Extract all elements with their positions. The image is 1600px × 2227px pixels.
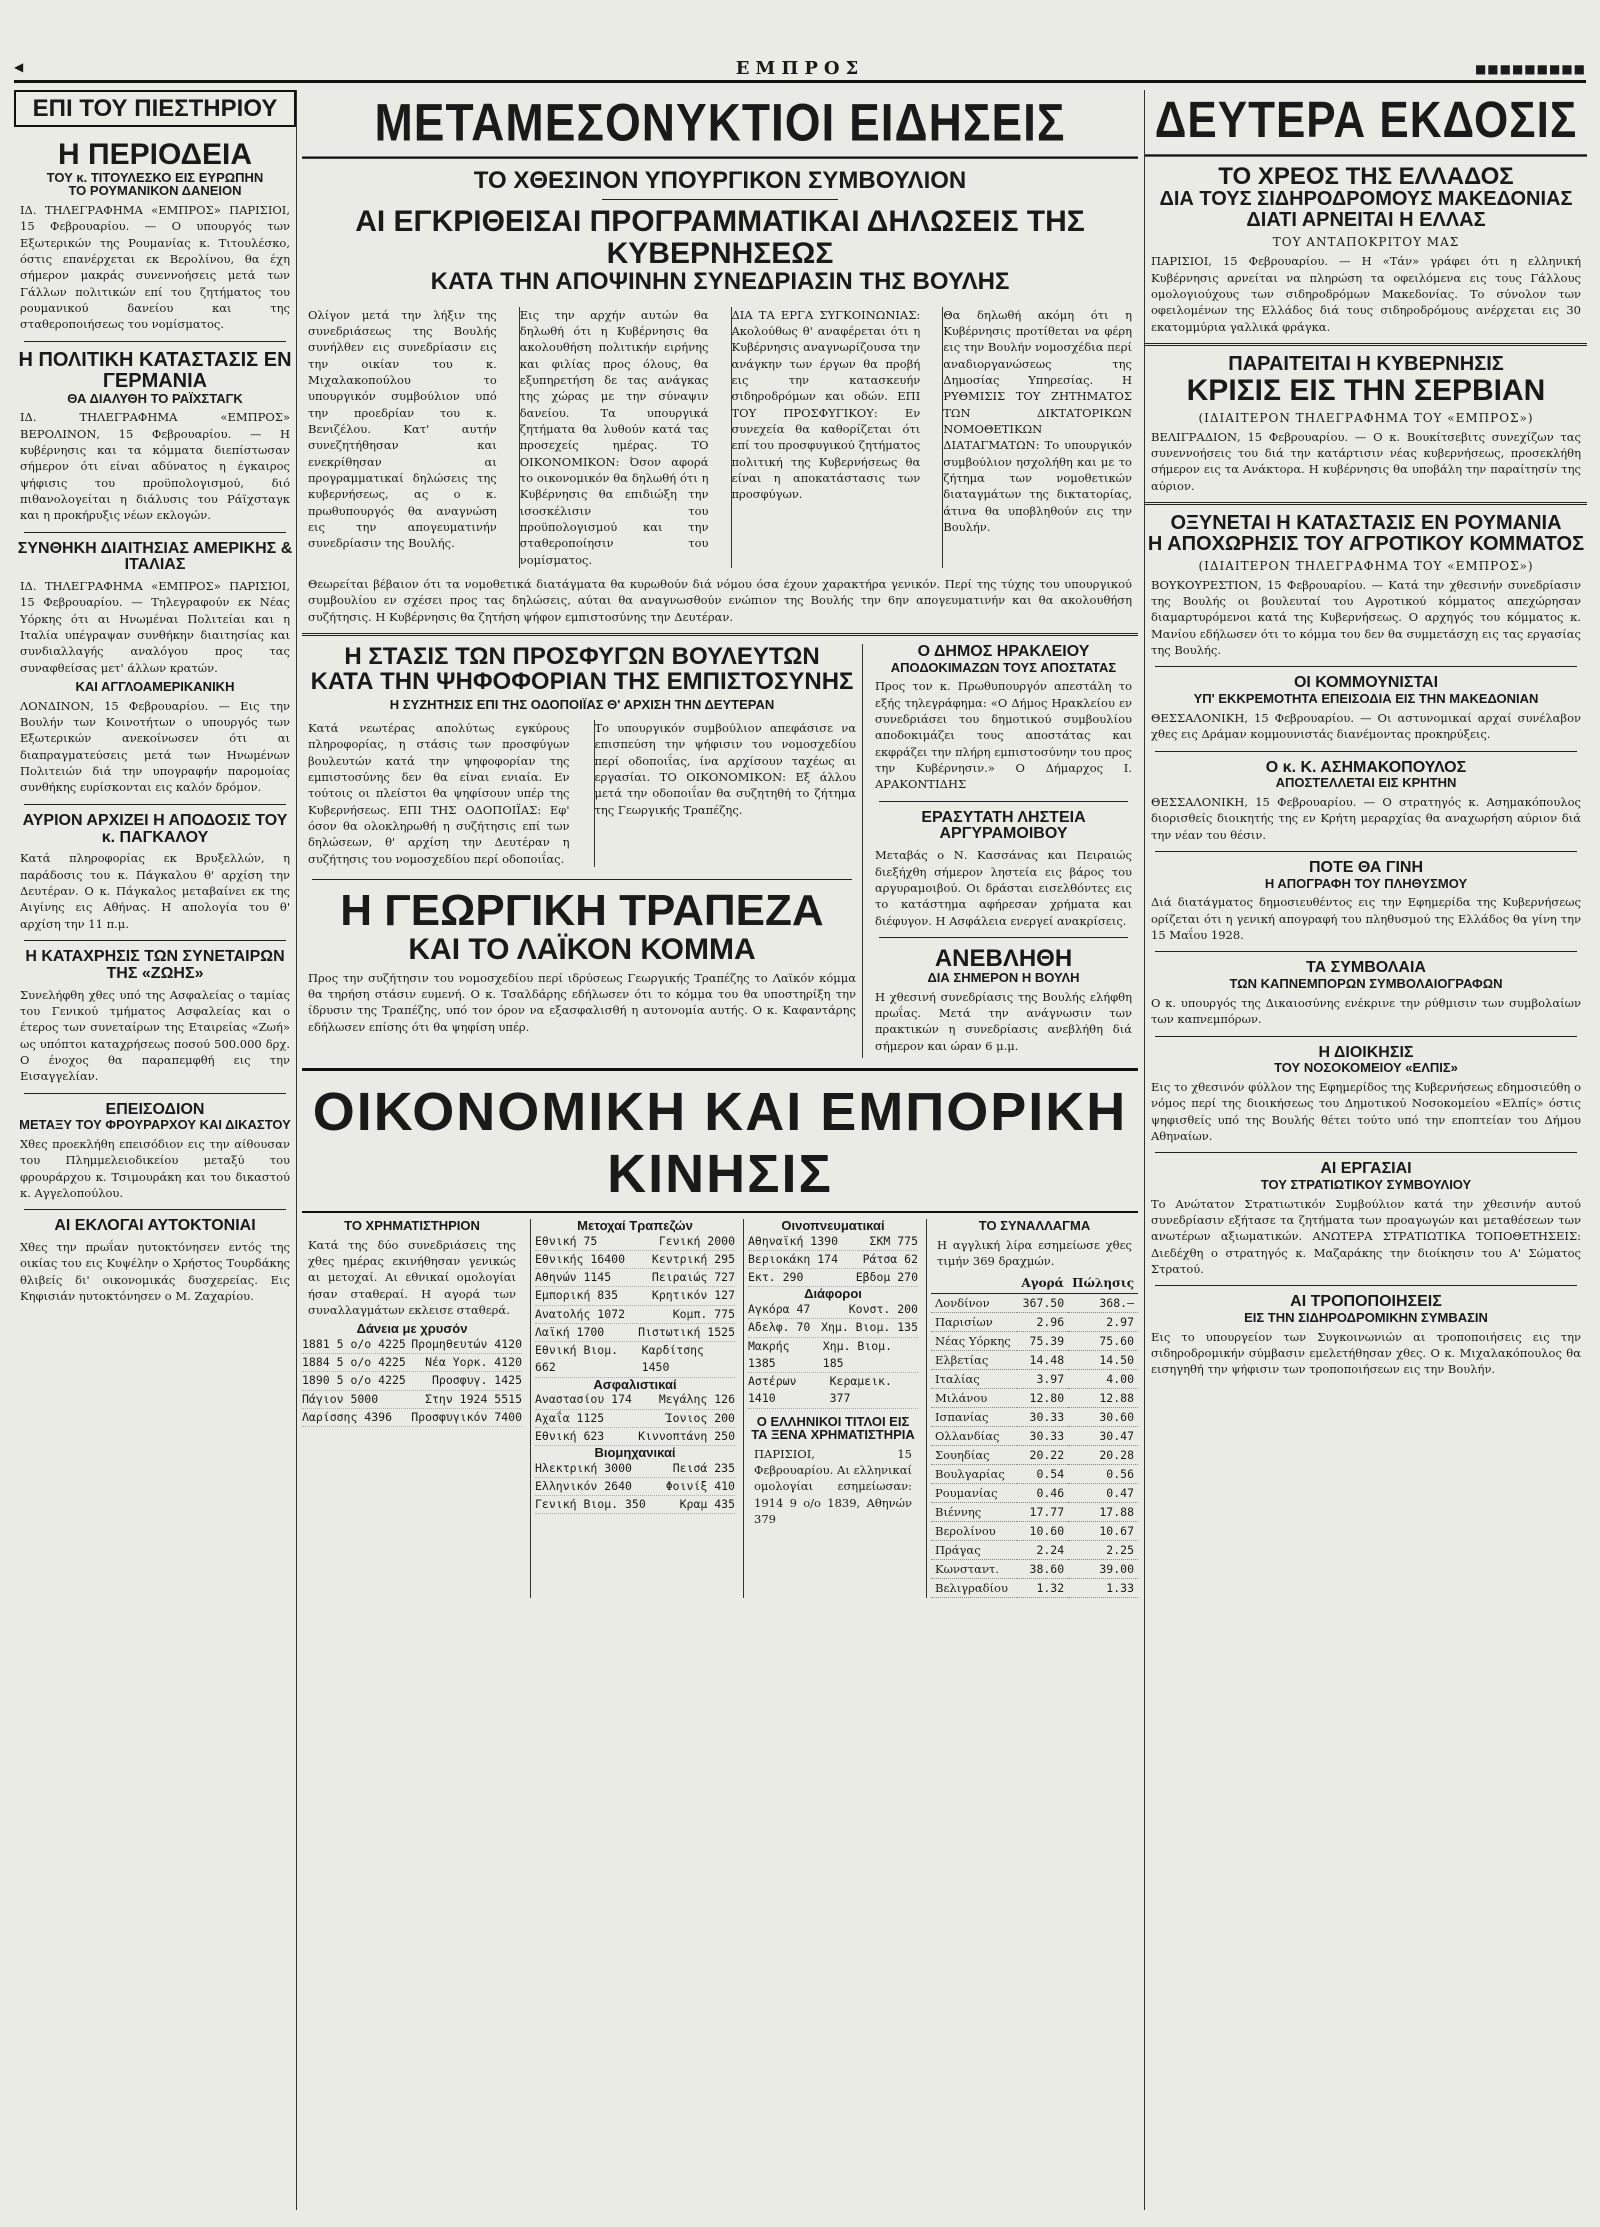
section-title: ΤΟ ΧΡΗΜΑΤΙΣΤΗΡΙΟΝ [344,1218,480,1234]
article-title: ΟΙ ΚΟΜΜΟΥΝΙΣΤΑΙ [1293,674,1439,692]
table-cell: Ολλανδίας [931,1427,1017,1446]
divider [24,1209,286,1210]
table-cell: Κωνσταντ. [931,1560,1017,1579]
table-row [931,1408,1138,1427]
bond-item: 1884 5 ο/ο 4225 [302,1355,406,1370]
table-cell: 2.97 [1068,1313,1138,1332]
quote-row [535,1324,735,1342]
bond-row [302,1336,522,1354]
article-body: ΙΔ. ΤΗΛΕΓΡΑΦΗΜΑ «ΕΜΠΡΟΣ» ΠΑΡΙΣΙΟΙ, 15 Φεβρουαρίου. — Τηλεγραφούν εκ Νέας Υόρκης ότι αι Ηνωμέναι Πολιτείαι και η Ιταλία υπέγραψαν συνθήκην διαιτησίας και συνδιαλλαγής αναλόγου προς τας συναφθείσας μετ' άλλων κρατών. [20,579,290,675]
section-title: Ασφαλιστικαί [593,1376,677,1392]
quote-item: Αχαΐα 1125 [535,1410,605,1425]
table-cell: 0.46 [1017,1484,1068,1503]
table-cell: 14.50 [1068,1351,1138,1370]
table-row [931,1579,1138,1598]
article-subtitle: ΑΠΟΔΟΚΙΜΑΖΩΝ ΤΟΥΣ ΑΠΟΣΤΑΤΑΣ [890,659,1117,675]
table-row [931,1332,1138,1351]
article-title: ΑΥΡΙΟΝ ΑΡΧΙΖΕΙ Η ΑΠΟΔΟΣΙΣ ΤΟΥ κ. ΠΑΓΚΑΛΟΥ [22,811,288,846]
right-column [1144,90,1587,2210]
divider [1145,502,1587,505]
table-row [931,1389,1138,1408]
quote-item: Κραμ 435 [679,1497,735,1512]
article-title: ΤΟ ΧΡΕΟΣ ΤΗΣ ΕΛΛΑΔΟΣ [1218,163,1514,191]
table-row [931,1427,1138,1446]
article-title: Η ΠΕΡΙΟΔΕΙΑ [57,138,253,172]
quote-item: ΣΚΜ 775 [869,1233,918,1248]
article-subtitle: ΤΟ ΡΟΥΜΑΝΙΚΟΝ ΔΑΝΕΙΟΝ [68,183,242,199]
quote-item: Ελληνικόν 2640 [535,1478,632,1493]
section-title: Μετοχαί Τραπεζών [577,1218,693,1234]
table-cell: 2.25 [1068,1541,1138,1560]
quote-list [535,1460,735,1515]
table-cell: Νέας Υόρκης [931,1332,1017,1351]
table-row [931,1522,1138,1541]
column-header [931,1273,1017,1294]
article-body: Το υπουργικόν συμβούλιον απεφάσισε να επισπεύση την ψήφισιν του νομοσχεδίου περί οδοποιΐας, ίνα αρχίσουν ταχέως αι εργασίαι. ΤΟ ΟΙΚΟΝΟΜΙΚΟΝ: Εξ άλλου μετά την οδοποιΐαν θα συζητηθή το ζήτημα της Γεωργικής Τραπέζης. [594,720,857,867]
quote-list [748,1233,918,1288]
article-title: Η ΚΑΤΑΧΡΗΣΙΣ ΤΩΝ ΣΥΝΕΤΑΙΡΩΝ ΤΗΣ «ΖΩΗΣ» [25,947,285,982]
table-cell: Βιέννης [931,1503,1017,1522]
table-row [931,1294,1138,1313]
quote-row [748,1251,918,1269]
divider [602,199,838,200]
article-subtitle: (ΙΔΙΑΙΤΕΡΟΝ ΤΗΛΕΓΡΑΦΗΜΑ ΤΟΥ «ΕΜΠΡΟΣ») [1198,410,1534,425]
article-body: Η χθεσινή συνεδρίασις της Βουλής ελήφθη πρωΐας. Μετά την ανάγνωσιν των πρακτικών η συνεδρίασις ανεβλήθη διά σήμερον και ώραν 6 μ.μ. [875,989,1132,1053]
table-cell: 0.56 [1068,1465,1138,1484]
quote-item: Κεντρική 295 [651,1251,735,1266]
table-cell: Λονδίνον [931,1294,1017,1313]
article-title: ΠΑΡΑΙΤΕΙΤΑΙ Η ΚΥΒΕΡΝΗΣΙΣ [1228,353,1504,376]
quote-item: Κρητικόν 127 [651,1288,735,1303]
fx-block [926,1219,1138,1598]
article-body: ΠΑΡΙΣΙΟΙ, 15 Φεβρουαρίου. — Η «Τάν» γράφει ότι η ελληνική Κυβέρνησις αρνείται να πληρώση τα οφειλόμενα εις τους Γάλλους ομολογιούχους των σιδηροδρόμων Μακεδονίας. Το σύνολον των οφειλομένων της Ελλάδος διά τους σιδηροδρόμους ανέρχεται εις 30 εκατομμύρια γαλλικά φράγκα. [1151,254,1581,334]
divider [24,940,286,941]
table-cell: 20.22 [1017,1446,1068,1465]
table-cell: 39.00 [1068,1560,1138,1579]
quote-item: Εθνική 75 [535,1233,598,1248]
bond-row [302,1372,522,1390]
quote-row [748,1269,918,1287]
masthead-mark: ◀ [14,60,24,74]
quote-row [748,1338,918,1374]
mid-right [862,644,1138,1058]
exchange-table [931,1273,1138,1598]
article-title: Ο κ. Κ. ΑΣΗΜΑΚΟΠΟΥΛΟΣ [1265,758,1467,776]
quote-item: Κεραμεικ. 377 [829,1374,892,1406]
quote-item: Μακρής 1385 [748,1338,790,1370]
table-cell: Ισπανίας [931,1408,1017,1427]
article-body: Θεωρείται βέβαιον ότι τα νομοθετικά διατάγματα θα κυρωθούν διά νόμου όσα έχουν χαρακτήρα γενικόν. Περί της τύχης του υπουργικού συμβουλίου εν σχέσει προς τας δηλώσεις, αύται θα αναγνωσθούν ενώπιον της Βουλής την 6ην απογευματινήν και θα ακολουθήση συζήτησις. Η Κυβέρνησις θα ζητήση ψήφον εμπιστοσύνης την Δευτέραν. [308,576,1132,624]
divider [1155,751,1577,752]
table-cell: 17.88 [1068,1503,1138,1522]
table-cell: 2.96 [1017,1313,1068,1332]
table-cell: 12.80 [1017,1389,1068,1408]
article-title: ΕΠΕΙΣΟΔΙΟΝ [105,1100,205,1118]
bond-row [302,1391,522,1409]
article-body: ΘΕΣΣΑΛΟΝΙΚΗ, 15 Φεβρουαρίου. — Οι αστυνομικαί αρχαί συνέλαβον χθες εις Δράμαν κομμουνιστάς διανέμοντας προκηρύξεις. [1151,710,1581,742]
quotes-block-1 [530,1219,735,1598]
table-cell: Μιλάνου [931,1389,1017,1408]
table-row [931,1503,1138,1522]
article-columns [302,716,862,871]
article-subtitle: ΤΩΝ ΚΑΠΝΕΜΠΟΡΩΝ ΣΥΜΒΟΛΑΙΟΓΡΑΦΩΝ [1229,976,1503,992]
finance-section [302,1219,1138,1598]
table-cell: 0.47 [1068,1484,1138,1503]
table-row [931,1465,1138,1484]
bourse-block [302,1219,522,1598]
bond-item: Νέα Υορκ. 4120 [425,1355,522,1370]
banner-headline: ΜΕΤΑΜΕΣΟΝΥΚΤΙΟΙ ΕΙΔΗΣΕΙΣ [302,90,1138,159]
bond-quotes [302,1336,522,1427]
quote-row [535,1287,735,1305]
mid-section [302,644,1138,1058]
article-subtitle: ΥΠ' ΕΚΚΡΕΜΟΤΗΤΑ ΕΠΕΙΣΟΔΙΑ ΕΙΣ ΤΗΝ ΜΑΚΕΔΟΝΙΑΝ [1193,691,1539,707]
bond-item: Προσφυγ. 1425 [431,1373,522,1388]
article-body: Χθες προεκλήθη επεισόδιον εις την αίθουσαν του Πλημμελειοδικείου μεταξύ του φρουράρχου κ. Τσιμουράκη και του δικαστού κ. Αγγελοπούλου. [20,1136,290,1200]
quotes-block-2 [743,1219,918,1598]
article-body: Εις το χθεσινόν φύλλον της Εφημερίδος της Κυβερνήσεως εδημοσιεύθη ο νόμος περί της διοικήσεως του Δημοτικού Νοσοκομείου «Ελπίς» όστις ψηφισθείς υπό της Βουλής θέτει τούτο υπό την εποπτείαν του Δήμου Αθηναίων. [1151,1079,1581,1143]
article-body: ΠΑΡΙΣΙΟΙ, 15 Φεβρουαρίου. Αι ελληνικαί ομολογίαι εσημείωσαν: 1914 9 ο/ο 1839, Αθηνών 379 [754,1446,912,1527]
quote-row [748,1301,918,1319]
article-subtitle: ΤΟΥ ΝΟΣΟΚΟΜΕΙΟΥ «ΕΛΠΙΣ» [1274,1060,1458,1076]
table-cell: 30.33 [1017,1408,1068,1427]
table-cell: 4.00 [1068,1370,1138,1389]
article-title: ΑΙ ΕΚΛΟΓΑΙ ΑΥΤΟΚΤΟΝΙΑΙ [54,1217,256,1235]
table-cell: Παρισίων [931,1313,1017,1332]
article-subtitle: ΜΕΤΑΞΥ ΤΟΥ ΦΡΟΥΡΑΡΧΟΥ ΚΑΙ ΔΙΚΑΣΤΟΥ [19,1117,291,1133]
bond-item: 1881 5 ο/ο 4225 [302,1336,406,1351]
divider [24,804,286,805]
quote-row [535,1306,735,1324]
table-cell: 75.39 [1017,1332,1068,1351]
quote-row [535,1478,735,1496]
table-row [931,1446,1138,1465]
quote-row [535,1410,735,1428]
table-cell: Σουηδίας [931,1446,1017,1465]
table-cell: Ελβετίας [931,1351,1017,1370]
quote-item: Λαϊκή 1700 [535,1324,605,1339]
table-row [931,1370,1138,1389]
article-body: ΘΕΣΣΑΛΟΝΙΚΗ, 15 Φεβρουαρίου. — Ο στρατηγός κ. Ασημακόπουλος διορισθείς διοικητής της εν Κρήτη μεραρχίας θα αναχωρήση αύριον διά την νέαν του θέσιν. [1151,795,1581,842]
mid-left [302,644,862,1058]
article-title: ΠΟΤΕ ΘΑ ΓΙΝΗ [1308,858,1424,876]
article-body: Προς την συζήτησιν του νομοσχεδίου περί ιδρύσεως Γεωργικής Τραπέζης το Λαϊκόν κόμμα θα τηρήση στάσιν ευμενή. Ο κ. Τσαλδάρης εδήλωσεν ότι το κόμμα του θα υποστηρίξη την ίδρυσιν της Τραπέζης, υπό τον όρον να εξασφαλισθή η αυτονομία αυτής. Ο κ. Καφαντάρης εδήλωσεν επίσης ότι θα ψηφίση υπέρ. [308,970,856,1034]
quote-item: Μεγάλης 126 [658,1392,735,1407]
quote-row [535,1269,735,1287]
article-subtitle: Η ΣΥΖΗΤΗΣΙΣ ΕΠΙ ΤΗΣ ΟΔΟΠΟΙΪΑΣ Θ' ΑΡΧΙΣΗ ΤΗΝ ΔΕΥΤΕΡΑΝ [389,697,775,713]
quote-item: Ανατολής 1072 [535,1306,626,1321]
article-title: ΑΙ ΤΡΟΠΟΠΟΙΗΣΕΙΣ [1290,1293,1442,1311]
divider [302,633,1138,636]
article-body: ΙΔ. ΤΗΛΕΓΡΑΦΗΜΑ «ΕΜΠΡΟΣ» ΒΕΡΟΛΙΝΟΝ, 15 Φεβρουαρίου. — Η κυβέρνησις και τα κόμματα διεπίστωσαν σήμερον ότι είναι αδύνατος η έγκαιρος ψήφισις του προϋπολογισμού, διό πιθανολογείται η διάλυσις του Ράϊχσταγκ και η προκήρυξις νέων εκλογών. [20,410,290,523]
table-cell: 30.33 [1017,1427,1068,1446]
quote-item: Κιννοπτάνη 250 [638,1428,735,1443]
divider [1145,343,1587,346]
table-row [931,1484,1138,1503]
banner-headline: ΔΕΥΤΕΡΑ ΕΚΔΟΣΙΣ [1145,90,1587,157]
quote-item: Γενική Βιομ. 350 [535,1497,646,1512]
quote-item: Χημ. Βιομ. 185 [822,1338,893,1370]
quote-row [535,1251,735,1269]
article-body: Διά διατάγματος δημοσιευθέντος εις την Εφημερίδα της Κυβερνήσεως ορίζεται ότι η γενική απογραφή του πληθυσμού της Ελλάδος θα γίνη την 15 Μαΐου 1928. [1151,895,1581,943]
article-body: Θα δηλωθή ακόμη ότι η Κυβέρνησις προτίθεται να φέρη εις την Βουλήν νομοσχέδια περί αναδιοργανώσεως της Δημοσίας Υπηρεσίας. Η ΡΥΘΜΙΣΙΣ ΤΟΥ ΖΗΤΗΜΑΤΟΣ ΤΩΝ ΔΙΚΤΑΤΟΡΙΚΩΝ ΝΟΜΟΘΕΤΙΚΩΝ ΔΙΑΤΑΓΜΑΤΩΝ: Το υπουργικόν συμβούλιον ησχολήθη και με το ζήτημα των νομοθετικών διαταγμάτων της δικτατορίας, άτινα θα υποβληθούν εις την Βουλήν. [942,307,1132,568]
left-column [14,90,297,2210]
article-title: Η ΓΕΩΡΓΙΚΗ ΤΡΑΠΕΖΑ [340,885,824,935]
table-cell: Βελιγραδίου [931,1579,1017,1598]
table-row [931,1313,1138,1332]
table-cell: Βερολίνου [931,1522,1017,1541]
section-title: Δάνεια με χρυσόν [356,1321,468,1337]
table-cell: 30.60 [1068,1408,1138,1427]
article-subtitle: ΤΟΥ κ. ΤΙΤΟΥΛΕΣΚΟ ΕΙΣ ΕΥΡΩΠΗΝ [46,169,264,185]
article-body: Εις το υπουργείον των Συγκοινωνιών αι τροποποιήσεις εις την σιδηροδρομικήν σύμβασιν εμελετήθησαν χθες. Ο κ. Μιχαλακόπουλος θα εισηγηθή την ψήφισιν των τροποποιήσεων εις την Βουλήν. [1151,1329,1581,1377]
section-title: Βιομηχανικαί [594,1445,676,1461]
bond-item: Προσφυγικόν 7400 [411,1409,522,1424]
bond-item: Πάγιον 5000 [302,1391,379,1406]
divider [24,532,286,533]
article-subtitle: ΤΟΥ ΣΤΡΑΤΙΩΤΙΚΟΥ ΣΥΜΒΟΥΛΙΟΥ [1260,1177,1472,1193]
bond-item: Προμηθευτών 4120 [411,1336,522,1351]
article-subtitle: ΘΑ ΔΙΑΛΥΘΗ ΤΟ ΡΑΪΧΣΤΑΓΚ [67,390,243,406]
table-row [931,1541,1138,1560]
divider [1155,1036,1577,1037]
article-title: ΑΙ ΕΡΓΑΣΙΑΙ [1320,1160,1412,1178]
table-cell: 20.28 [1068,1446,1138,1465]
table-cell: Πράγας [931,1541,1017,1560]
article-body: Χθες την πρωΐαν ηυτοκτόνησεν εντός της οικίας του εις Κυψέλην ο Χρήστος Τουρδάκης θλιβείς δι' οικονομικάς δυσχερείας. Εις Κηφισιάν ηυτοκτόνησεν ο Μ. Ζαχαρίου. [20,1240,290,1304]
quote-item: Πεισά 235 [672,1460,735,1475]
article-title: Η ΣΤΑΣΙΣ ΤΩΝ ΠΡΟΣΦΥΓΩΝ ΒΟΥΛΕΥΤΩΝ [344,642,820,670]
column-header: Αγορά [1017,1273,1068,1294]
article-title: Η ΑΠΟΧΩΡΗΣΙΣ ΤΟΥ ΑΓΡΟΤΙΚΟΥ ΚΟΜΜΑΤΟΣ [1147,532,1585,555]
table-cell: 12.88 [1068,1389,1138,1408]
article-body: Εις την αρχήν αυτών θα δηλωθή ότι η Κυβέρνησις θα ακολουθήση πολιτικήν ειρήνης και φιλίας προς όλους, θα εξυπηρετήση δε τας ανάγκας της χώρας με την σύναψιν δανείου. Τα υπουργικά ζητήματα θα λυθούν κατά τας προσεχείς ημέρας. ΤΟ ΟΙΚΟΝΟΜΙΚΟΝ: Όσον αφορά το οικονομικόν θα δηλωθή ότι η Κυβέρνησις θα επιδιώξη την ισοσκέλισιν του προϋπολογισμού και την σταθεροποίησιν του νομίσματος. [519,307,709,567]
article-body: ΒΕΛΙΓΡΑΔΙΟΝ, 15 Φεβρουαρίου. — Ο κ. Βουκίτσεβιτς συνεχίζων τας συνεννοήσεις του διά την κατάρτισιν νέας κυβερνήσεως, προσεκλήθη σήμερον εις τα Ανάκτορα. Η κυβέρνησις θα υποβάλη την παραίτησίν της αύριον. [1151,429,1581,493]
article-title: ΔΙΑΤΙ ΑΡΝΕΙΤΑΙ Η ΕΛΛΑΣ [1246,209,1486,232]
article-title: ΑΝΕΒΛΗΘΗ [934,944,1073,972]
quote-item: Ράτσα 62 [862,1251,918,1266]
quote-row [535,1460,735,1478]
table-cell: 10.67 [1068,1522,1138,1541]
quote-row [535,1233,735,1251]
quote-item: Βεριοκάκη 174 [748,1251,839,1266]
column-header: ΕΠΙ ΤΟΥ ΠΙΕΣΤΗΡΙΟΥ [14,90,296,127]
article-title: ΚΡΙΣΙΣ ΕΙΣ ΤΗΝ ΣΕΡΒΙΑΝ [1186,374,1546,408]
article-body: ΒΟΥΚΟΥΡΕΣΤΙΟΝ, 15 Φεβρουαρίου. — Κατά την χθεσινήν συνεδρίασιν της Βουλής οι βουλευταί του Αγροτικού κόμματος απεχώρησαν διαμαρτυρόμενοι κατά της Κυβερνήσεως. Ο αρχηγός του κόμματος κ. Μανίου εδήλωσεν ότι το κόμμα του δεν θα συμμετάσχη εις τας εργασίας της Βουλής. [1151,577,1581,658]
article-body: Κατά της δύο συνεδριάσεις της χθες ημέρας εκινήθησαν γενικώς αι μετοχαί. Αι εθνικαί ομολογίαι ήσαν σταθεραί. Η αγορά των συναλλαγμάτων εκλεισε σταθερά. [308,1237,516,1317]
article-title: ΚΑΙ ΤΟ ΛΑΪΚΟΝ ΚΟΜΜΑ [408,933,756,967]
article-subtitle: ΕΙΣ ΤΗΝ ΣΙΔΗΡΟΔΡΟΜΙΚΗΝ ΣΥΜΒΑΣΙΝ [1244,1310,1488,1326]
divider [1155,1152,1577,1153]
quote-item: Αναστασίου 174 [535,1392,632,1407]
quote-item: Εκτ. 290 [748,1270,804,1285]
article-body: Η αγγλική λίρα εσημείωσε χθες τιμήν 369 δραχμών. [937,1237,1132,1268]
quote-item: Εθνική Βιομ. 662 [535,1343,619,1375]
article-body: Ολίγον μετά την λήξιν της συνεδριάσεως της Βουλής συνήλθεν εις συνεδρίασιν εις την οικίαν του κ. Μιχαλακοπούλου το υπουργικόν συμβούλιον υπό την προεδρίαν του κ. Βενιζέλου. Κατ' αυτήν συνεζητήθησαν και ενεκρίθησαν αι προγραμματικαί δηλώσεις της κυβερνήσεως, ας ο κ. πρωθυπουργός θα αναγνώση εις την απογευματινήν συνεδρίασιν της Βουλής. [308,307,497,551]
table-cell: 30.47 [1068,1427,1138,1446]
section-title: Διάφοροι [804,1286,862,1302]
bond-item: 1890 5 ο/ο 4225 [302,1373,406,1388]
table-cell: 2.24 [1017,1541,1068,1560]
quote-item: Πειραιώς 727 [651,1270,735,1285]
column-header: Πώλησις [1068,1273,1138,1294]
divider [879,937,1128,938]
quote-row [535,1391,735,1409]
quote-item: Αγκόρα 47 [748,1302,811,1317]
section-title: ΤΟ ΣΥΝΑΛΛΑΓΜΑ [978,1218,1091,1234]
table-cell: 10.60 [1017,1522,1068,1541]
article-title: ΔΙΑ ΤΟΥΣ ΣΙΔΗΡΟΔΡΟΜΟΥΣ ΜΑΚΕΔΟΝΙΑΣ [1159,188,1573,211]
masthead [14,58,1586,83]
quote-row [535,1342,735,1378]
article-body: Ο κ. υπουργός της Δικαιοσύνης ενέκρινε την ρύθμισιν των συμβολαίων των καπνεμπόρων. [1151,995,1581,1027]
quote-item: Κομπ. 775 [672,1306,735,1321]
table-cell: Ιταλίας [931,1370,1017,1389]
quote-row [535,1428,735,1446]
quote-item: Εθνικής 16400 [535,1251,626,1266]
quote-item: Κονστ. 200 [848,1302,918,1317]
quote-row [748,1319,918,1337]
finance-banner: ΟΙΚΟΝΟΜΙΚΗ ΚΑΙ ΕΜΠΟΡΙΚΗ ΚΙΝΗΣΙΣ [302,1068,1138,1213]
table-row [931,1351,1138,1370]
article-title: ΣΥΝΘΗΚΗ ΔΙΑΙΤΗΣΙΑΣ ΑΜΕΡΙΚΗΣ & ΙΤΑΛΙΑΣ [17,539,293,574]
quote-list [748,1301,918,1409]
divider [1155,1285,1577,1286]
quote-item: Αθηνών 1145 [535,1270,612,1285]
article-title: Ο ΔΗΜΟΣ ΗΡΑΚΛΕΙΟΥ [917,642,1090,660]
quote-row [748,1373,918,1409]
quote-row [748,1233,918,1251]
article-subtitle: Η ΑΠΟΓΡΑΦΗ ΤΟΥ ΠΛΗΘΥΣΜΟΥ [1264,875,1468,891]
quote-item: Πιστωτική 1525 [638,1324,735,1339]
masthead-ornament: ■■■■■■■■■ [1474,62,1586,76]
quote-list [535,1391,735,1446]
divider [1155,851,1577,852]
quote-item: Αθηναϊκή 1390 [748,1233,839,1248]
article-subtitle: (ΙΔΙΑΙΤΕΡΟΝ ΤΗΛΕΓΡΑΦΗΜΑ ΤΟΥ «ΕΜΠΡΟΣ») [1198,558,1534,573]
lead-headline-2: ΑΙ ΕΓΚΡΙΘΕΙΣΑΙ ΠΡΟΓΡΑΜΜΑΤΙΚΑΙ ΔΗΛΩΣΕΙΣ ΤΗΣ ΚΥΒΕΡΝΗΣΕΩΣ [355,205,1085,270]
divider [1155,951,1577,952]
newspaper-name: ΕΜΠΡΟΣ [735,58,865,79]
article-title: ΟΞΥΝΕΤΑΙ Η ΚΑΤΑΣΤΑΣΙΣ ΕΝ ΡΟΥΜΑΝΙΑ [1170,511,1562,534]
quote-item: Εβδομ 270 [855,1270,918,1285]
article-subtitle: ΔΙΑ ΣΗΜΕΡΟΝ Η ΒΟΥΛΗ [927,970,1080,986]
quote-item: Ηλεκτρική 3000 [535,1460,632,1475]
lead-article [302,303,1138,572]
table-cell: 1.33 [1068,1579,1138,1598]
table-header-row [931,1273,1138,1294]
article-body: Το Ανώτατον Στρατιωτικόν Συμβούλιον κατά την χθεσινήν αυτού συνεδρίασιν εξήτασε τα ζητήματα των προαγωγών και μεταθέσεων των ανωτέρων αξιωματικών. ΑΝΩΤΕΡΑ ΣΤΡΑΤΙΩΤΙΚΑ ΤΟΠΟΘΕΤΗΣΕΙΣ: Διεδέχθη ο στρατηγός κ. Μαζαράκης την διοίκησιν του Α' Σώματος Στρατού. [1151,1196,1581,1276]
quote-list [535,1233,735,1378]
table-cell: 367.50 [1017,1294,1068,1313]
article-body: ΔΙΑ ΤΑ ΕΡΓΑ ΣΥΓΚΟΙΝΩΝΙΑΣ: Ακολούθως θ' αναφέρεται ότι η Κυβέρνησις αναγνωρίζουσα την ανάγκην των έργων θα προβή εις την κατασκευήν σιδηροδρόμων και οδών. ΕΠΙ ΤΟΥ ΠΡΟΣΦΥΓΙΚΟΥ: Εν συνεχεία θα καθορίζεται ότι επί του προσφυγικού ζητήματος πολιτική της Κυβερνήσεως θα είναι η αποκατάστασις των προσφύγων. [731,307,921,568]
article-body: ΙΔ. ΤΗΛΕΓΡΑΦΗΜΑ «ΕΜΠΡΟΣ» ΠΑΡΙΣΙΟΙ, 15 Φεβρουαρίου. — Ο υπουργός των Εξωτερικών της Ρουμανίας κ. Τιτουλέσκο, όστις επανέρχεται εκ Βερολίνου, θα έχη σήμερον μακράς συνεννοήσεις μετά των Γάλλων πολιτικών επί του ζητήματος του ρουμανικού δανείου και της σταθεροποιήσεως του νομίσματος. [20,202,290,332]
center-section [302,90,1138,2210]
table-cell: 14.48 [1017,1351,1068,1370]
quote-row [535,1496,735,1514]
table-row [931,1560,1138,1579]
section-title: Ο ΕΛΛΗΝΙΚΟΙ ΤΙΤΛΟΙ ΕΙΣ ΤΑ ΞΕΝΑ ΧΡΗΜΑΤΙΣΤΗΡΙΑ [751,1413,915,1443]
article-title: Η ΠΟΛΙΤΙΚΗ ΚΑΤΑΣΤΑΣΙΣ ΕΝ ΓΕΡΜΑΝΙΑ [18,348,292,392]
table-cell: 17.77 [1017,1503,1068,1522]
table-cell: Βουλγαρίας [931,1465,1017,1484]
lead-headline-3: ΚΑΤΑ ΤΗΝ ΑΠΟΨΙΝΗΝ ΣΥΝΕΔΡΙΑΣΙΝ ΤΗΣ ΒΟΥΛΗΣ [430,268,1010,296]
bond-row [302,1409,522,1427]
table-cell: 75.60 [1068,1332,1138,1351]
divider [24,341,286,342]
quote-item: Αστέρων 1410 [748,1374,797,1406]
table-cell: 0.54 [1017,1465,1068,1484]
article-subtitle: ΤΟΥ ΑΝΤΑΠΟΚΡΙΤΟΥ ΜΑΣ [1272,235,1460,250]
section-title: Οινοπνευματικαί [781,1218,885,1234]
quote-item: Χημ. Βιομ. 135 [821,1320,918,1335]
bond-item: Λαρίσσης 4396 [302,1409,393,1424]
article-body: Μεταβάς ο Ν. Κασσάνας και Πειραιώς διεξήχθη σήμερον ληστεία εις βάρος του αργυραμοιβού. Οι δράσται εισελθόντες εις το κατάστημα αφήρεσαν χρήματα και διέφυγον. Η Ασφάλεια ενεργεί ανακρίσεις. [875,848,1132,928]
article-title: ΤΑ ΣΥΜΒΟΛΑΙΑ [1306,959,1426,977]
divider [24,1093,286,1094]
table-cell: 38.60 [1017,1560,1068,1579]
article-subtitle: ΚΑΙ ΑΓΓΛΟΑΜΕΡΙΚΑΝΙΚΗ [75,679,235,695]
article-body: Κατά πληροφορίας εκ Βρυξελλών, η παράδοσις του κ. Πάγκαλου θ' αρχίση την Δευτέραν. Ο κ. Πάγκαλος μεταβαίνει εκ της Αιγίνης εις Αθήνας. Η απολογία του θ' αρχίση την 11 π.μ. [20,851,290,931]
lead-headline: ΤΟ ΧΘΕΣΙΝΟΝ ΥΠΟΥΡΓΙΚΟΝ ΣΥΜΒΟΥΛΙΟΝ [473,167,967,195]
article-body: ΛΟΝΔΙΝΟΝ, 15 Φεβρουαρίου. — Εις την Βουλήν των Κοινοτήτων ο υπουργός των Εξωτερικών ανεκοίνωσεν ότι αι διαπραγματεύσεις μετά των Ηνωμένων Πολιτειών διά την υπογραφήν παρομοίας συνθήκης ευρίσκονται εις καλόν δρόμον. [20,698,290,795]
quote-item: Εμπορική 835 [535,1288,619,1303]
table-cell: 3.97 [1017,1370,1068,1389]
bond-item: Στην 1924 5515 [425,1391,522,1406]
article-body: Προς τον κ. Πρωθυπουργόν απεστάλη το εξής τηλεγράφημα: «Ο Δήμος Ηρακλείου εν συνεδριάσει του δημοτικού συμβουλίου αποδοκιμάζει τους αποστάτας και εκφράζει την πλήρη εμπιστοσύνην του προς την Κυβέρνησιν.» Ο Δήμαρχος Ι. ΑΡΑΚΟΝΤΙΔΗΣ [875,679,1132,792]
quote-item: Γενική 2000 [658,1233,735,1248]
article-title: Η ΔΙΟΙΚΗΣΙΣ [1318,1043,1414,1061]
article-body: Συνελήφθη χθες υπό της Ασφαλείας ο ταμίας του Γενικού τμήματος Ασφαλείας και ο έτερος των συνεταίρων της Εταιρείας «Ζωή» ως υπόπτοι καταχρήσεως ποσού 500.000 δρχ. Ο ένοχος θα παραπεμφθή εις την Εισαγγελίαν. [20,987,290,1084]
quote-item: Φοινίξ 410 [665,1478,735,1493]
article-body: Κατά νεωτέρας απολύτως εγκύρους πληροφορίας, η στάσις των προσφύγων βουλευτών κατά την ψηφοφορίαν της εμπιστοσύνης δεν θα είναι ενιαία. Εν τούτοις οι πλείστοι θα ψηφίσουν υπέρ της Κυβερνήσεως. ΕΠΙ ΤΗΣ ΟΔΟΠΟΙΪΑΣ: Εφ' όσον θα ολοκληρωθή η συζήτησις επί των δηλώσεων, θ' αρχίση την Δευτέραν η συζήτησις του νομοσχεδίου περί οδοποιΐας. [308,720,570,866]
divider [879,801,1128,802]
bond-row [302,1354,522,1372]
article-title: ΕΡΑΣΥΤΑΤΗ ΛΗΣΤΕΙΑ ΑΡΓΥΡΑΜΟΙΒΟΥ [921,808,1086,843]
article-title: ΚΑΤΑ ΤΗΝ ΨΗΦΟΦΟΡΙΑΝ ΤΗΣ ΕΜΠΙΣΤΟΣΥΝΗΣ [310,668,854,696]
divider [312,879,852,880]
divider [1155,666,1577,667]
table-cell: Ρουμανίας [931,1484,1017,1503]
quote-item: Εθνική 623 [535,1428,605,1443]
quote-item: Αδελφ. 70 [748,1320,811,1335]
table-cell: 368.— [1068,1294,1138,1313]
table-cell: 1.32 [1017,1579,1068,1598]
article-subtitle: ΑΠΟΣΤΕΛΛΕΤΑΙ ΕΙΣ ΚΡΗΤΗΝ [1275,775,1457,791]
quote-item: Καρδίτσης 1450 [641,1343,704,1375]
quote-item: Ίονιος 200 [665,1410,735,1425]
